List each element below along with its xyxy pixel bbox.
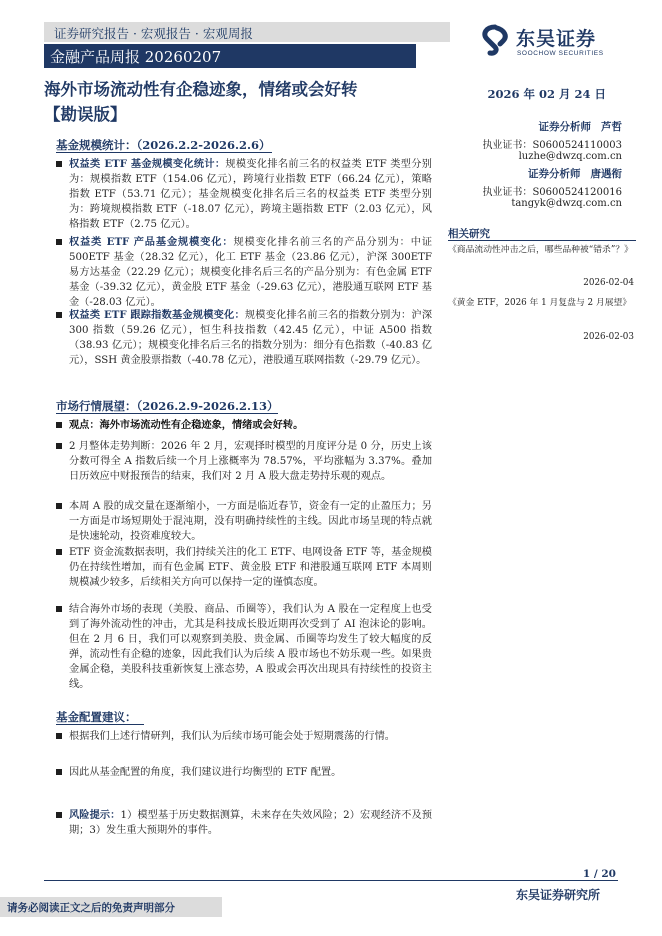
bullet-square-icon [56,312,62,318]
analyst-1-email[interactable]: luzhe@dwzq.com.cn [518,151,622,162]
related-item-1-date: 2026-02-04 [583,278,634,288]
analyst-2-name: 唐遇衔 [590,168,622,180]
section-allocation-title: 基金配置建议： [56,710,137,724]
header-category: 证券研究报告 · 宏观报告 · 宏观周报 [54,26,253,41]
header-category-bar [44,22,450,42]
section-fund-scale-underline [56,152,272,153]
bullet-square-icon [56,769,62,775]
header-series: 金融产品周报 20260207 [50,48,222,66]
risk-warning: 风险提示：1）模型基于历史数据测算，未来存在失效风险；2）宏观经济不及预期；3）发生重大预期外的事件。 [56,808,432,838]
footer-institute: 东吴证券研究所 [515,888,600,902]
bullet-square-icon [56,812,62,818]
section-fund-scale-title: 基金规模统计：（2026.2.2-2026.2.6） [56,138,271,152]
footer-disclaimer[interactable]: 请务必阅读正文之后的免责声明部分 [7,902,175,914]
fund-scale-bullet-1: 权益类 ETF 基金规模变化统计：规模变化排名前三名的权益类 ETF 类型分别为：规模指数 ETF（154.06 亿元），跨境行业指数 ETF（66.24 亿元），策略指数 ETF（53.71 亿元）；基金规模变化排名后三名的权益类 ETF 类型分别为：跨境规模指数 ETF（-18.07 亿元），跨境主题指数 ETF（2.03 亿元），风格指数 ETF（2.75 亿元）。 [56,157,432,232]
report-date: 2026 年 02 月 24 日 [487,87,606,101]
analyst-1-role: 证券分析师 芦哲 [538,121,622,133]
bullet-square-icon [56,161,62,167]
related-item-2-date: 2026-02-03 [583,332,634,342]
outlook-bullet-3: 本周 A 股的成交量在逐渐缩小，一方面是临近春节，资金有一定的止盈压力；另一方面是市场短期处于混沌期，没有明确持续性的主线。因此市场呈现的特点就是快速轮动，投资难度较大。 [56,499,432,544]
bullet-square-icon [56,422,62,428]
company-logo [478,22,628,66]
analyst-1-cert: 执业证书：S0600524110003 [482,140,622,151]
footer-divider [44,880,618,881]
related-research-title: 相关研究 [448,228,490,240]
header-series-bar [44,44,416,68]
bullet-square-icon [56,549,62,555]
bullet-square-icon [56,606,62,612]
section-market-outlook-title: 市场行情展望：（2026.2.9-2026.2.13） [56,399,279,413]
related-divider [448,240,636,241]
logo-mark-icon [478,24,512,58]
section-allocation-underline [56,724,144,725]
logo-name-cn: 东吴证券 [516,28,597,50]
fund-scale-bullet-2: 权益类 ETF 产品基金规模变化：规模变化排名前三名的产品分别为：中证 500ETF 基金（28.32 亿元），化工 ETF 基金（23.86 亿元），沪深 300ETF 易方达基金（22.29 亿元）；规模变化排名后三名的产品分别为：有色金属 ETF 基金（-39.32 亿元），黄金股 ETF 基金（-29.63 亿元），港股通互联网 ETF 基金（-28.03 亿元）。 [56,235,432,310]
analyst-2-cert: 执业证书：S0600524120016 [482,187,622,198]
report-title: 海外市场流动性有企稳迹象，情绪或会好转 [44,80,358,99]
analyst-2-email[interactable]: tangyk@dwzq.com.cn [511,198,622,209]
outlook-bullet-2: 2 月整体走势判断：2026 年 2 月，宏观择时模型的月度评分是 0 分，历史上该分数可得全 A 指数后续一个月上涨概率为 78.57%，平均涨幅为 3.37%。叠加日历效应中财报预告的结束，我们对 2 月 A 股大盘走势持乐观的观点。 [56,439,432,484]
bullet-square-icon [56,733,62,739]
bullet-square-icon [56,503,62,509]
outlook-bullet-1: 观点：海外市场流动性有企稳迹象，情绪或会好转。 [56,418,432,433]
outlook-bullet-4: ETF 资金流数据表明，我们持续关注的化工 ETF、电网设备 ETF 等，基金规模仍在持续性增加，而有色金属 ETF、黄金股 ETF 和港股通互联网 ETF 本周则规模减少较多，后续相关方向可以保持一定的谨慎态度。 [56,545,432,590]
outlook-bullet-5: 结合海外市场的表现（美股、商品、币圈等），我们认为 A 股在一定程度上也受到了海外流动性的冲击，尤其是科技成长股近期再次受到了 AI 泡沫论的影响。但在 2 月 6 日，我们可以观察到美股、贵金属、币圈等均发生了较大幅度的反弹，流动性有企稳的迹象，因此我们认为后续 A 股市场也不妨乐观一些。如果贵金属企稳，美股科技重新恢复上涨态势，A 股或会再次出现具有持续性的投资主线。 [56,602,432,692]
bullet-square-icon [56,443,62,449]
errata-label: 【勘误版】 [44,105,127,124]
fund-scale-bullet-3: 权益类 ETF 跟踪指数基金规模变化：规模变化排名前三名的指数分别为：沪深 300 指数（59.26 亿元），恒生科技指数（42.45 亿元），中证 A500 指数（38.93 亿元）；规模变化排名后三名的指数分别为：细分有色指数（-40.83 亿元），SSH 黄金股票指数（-40.78 亿元），港股通互联网指数（-29.79 亿元）。 [56,308,432,368]
page-number: 1 / 20 [582,868,616,880]
allocation-bullet-1: 根据我们上述行情研判，我们认为后续市场可能会处于短期震荡的行情。 [56,729,432,744]
logo-name-en: SOOCHOW SECURITIES [517,50,604,57]
analyst-1-name: 芦哲 [601,121,622,133]
footer-disclaimer-bar [0,897,222,917]
section-market-outlook-underline [56,413,278,414]
related-item-2[interactable]: 《黄金 ETF，2026 年 1 月复盘与 2 月展望》 [448,298,632,308]
analyst-2-role: 证券分析师 唐遇衔 [527,168,622,180]
allocation-bullet-2: 因此从基金配置的角度，我们建议进行均衡型的 ETF 配置。 [56,765,432,780]
bullet-square-icon [56,239,62,245]
related-item-1[interactable]: 《商品流动性冲击之后，哪些品种被“错杀”？》 [448,245,633,255]
